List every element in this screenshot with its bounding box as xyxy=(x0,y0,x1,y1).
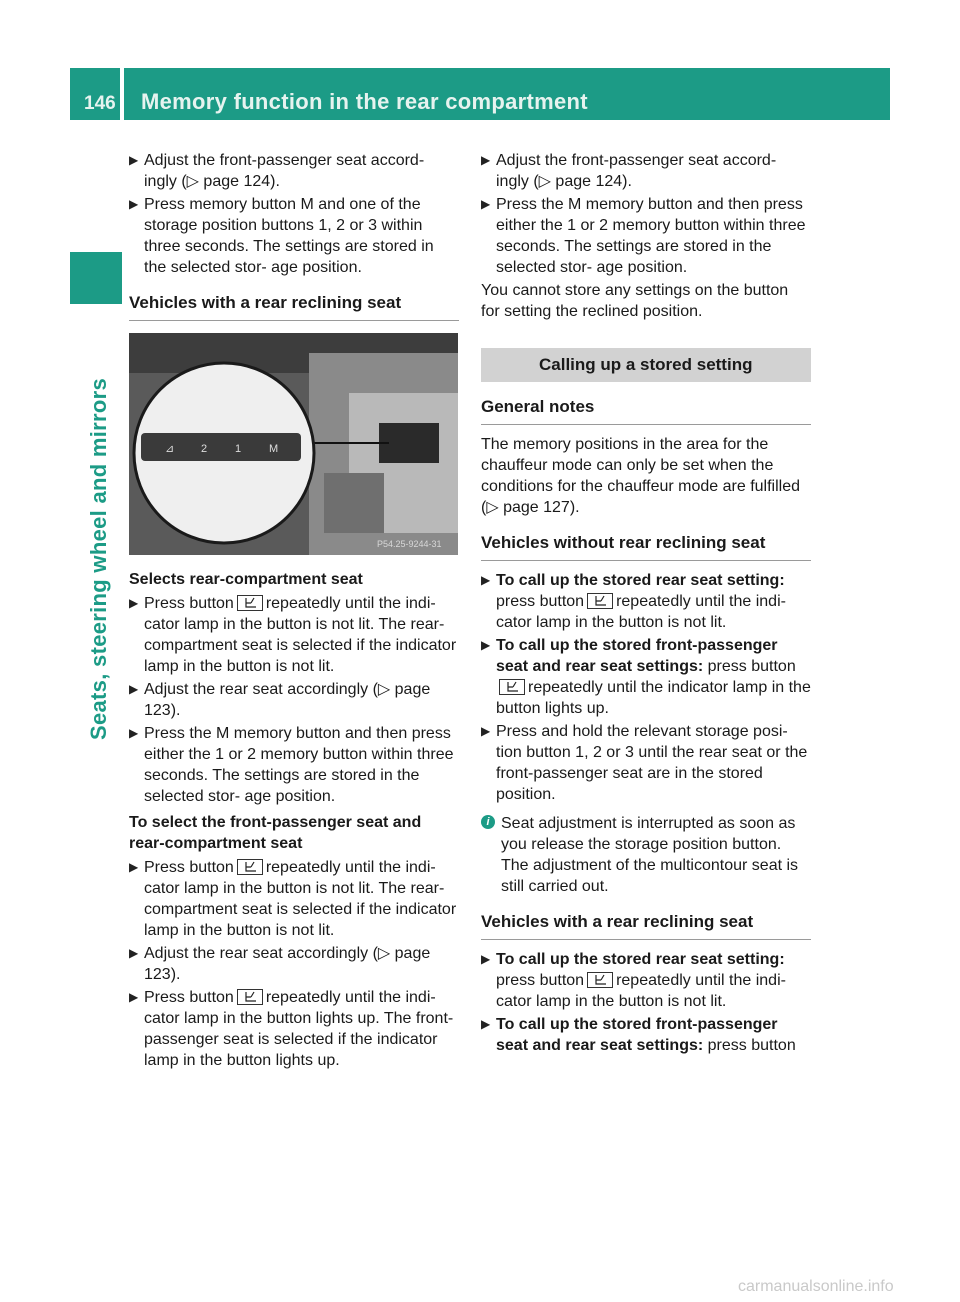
list-item: ▶ To call up the stored front-passenger seat and rear seat settings: press button xyxy=(481,1016,796,1054)
general-notes-text: The memory positions in the area for the chauffeur mode can only be set when the conditions for the chauffeur mode are fulfilled (▷ page 127). xyxy=(481,436,801,516)
bullet-arrow-icon: ▶ xyxy=(129,197,139,211)
bullet-arrow-icon: ▶ xyxy=(481,153,491,167)
seat-memory-figure xyxy=(129,333,458,555)
list-item: ▶ Press button repeatedly until the indi- cator lamp in the button is not lit. The rear-compartment seat is selected if the indicator lamp in the button is not lit. xyxy=(129,859,457,939)
bullet-arrow-icon: ▶ xyxy=(129,596,139,610)
seat-select-button-icon xyxy=(237,859,263,875)
bullet-arrow-icon: ▶ xyxy=(129,682,139,696)
right-column xyxy=(481,150,811,1058)
list-item: ▶ Press button repeatedly until the indi- cator lamp in the button lights up. The front-passenger seat is selected if the indicator lamp in the button lights up. xyxy=(129,989,454,1069)
list-item: ▶ Press button repeatedly until the indi- cator lamp in the button is not lit. The rear-compartment seat is selected if the indicator lamp in the button is not lit. xyxy=(129,595,457,675)
section-heading: Vehicles without rear reclining seat xyxy=(481,532,811,561)
seat-icon-label: ⊿ xyxy=(165,443,175,455)
list-item: ▶ To call up the stored rear seat setting: press button repeatedly until the indi- cator lamp in the button is not lit. xyxy=(481,951,786,1010)
seat-select-button-icon xyxy=(237,989,263,1005)
list-item: ▶ Adjust the rear seat accordingly (▷ page 123). xyxy=(129,945,431,983)
watermark-footer: carmanualsonline.info xyxy=(738,1278,894,1295)
bullet-arrow-icon: ▶ xyxy=(481,724,491,738)
info-icon: i xyxy=(481,815,495,829)
bullet-arrow-icon: ▶ xyxy=(129,860,139,874)
bullet-arrow-icon: ▶ xyxy=(129,726,139,740)
calling-up-band: Calling up a stored setting xyxy=(481,348,811,382)
list-item: ▶ Press the M memory button and then press either the 1 or 2 memory button within three seconds. The settings are stored in the selected stor- age position. xyxy=(481,196,806,276)
panel-button-label: M xyxy=(269,443,279,455)
list-item: ▶ To call up the stored rear seat setting: press button repeatedly until the indi- cator lamp in the button is not lit. xyxy=(481,572,786,631)
seat-select-button-icon xyxy=(587,972,613,988)
list-item: ▶ Press and hold the relevant storage posi- tion button 1, 2 or 3 until the rear seat or the front-passenger seat are in the stored position. xyxy=(481,723,808,803)
list-item: ▶ To call up the stored front-passenger seat and rear seat settings: press button repeatedly until the indicator lamp in the button lights up. xyxy=(481,637,811,717)
side-tab-label: Seats, steering wheel and mirrors xyxy=(86,377,111,740)
left-column xyxy=(129,150,459,1073)
section-heading: Vehicles with a rear reclining seat xyxy=(481,911,811,940)
panel-button-label: 1 xyxy=(235,443,242,455)
bullet-arrow-icon: ▶ xyxy=(129,990,139,1004)
page-number: 146 xyxy=(84,93,116,114)
header-bar xyxy=(70,68,890,120)
figure-code: P54.25-9244-31 xyxy=(377,539,442,549)
bullet-arrow-icon: ▶ xyxy=(481,1017,491,1031)
list-item: ▶ Press the M memory button and then press either the 1 or 2 memory button within three seconds. The settings are stored in the selected stor- age position. xyxy=(129,725,454,805)
panel-button-label: 2 xyxy=(201,443,208,455)
side-block xyxy=(70,252,122,304)
page-number-box xyxy=(70,68,124,120)
bullet-arrow-icon: ▶ xyxy=(129,946,139,960)
list-item: ▶ Adjust the rear seat accordingly (▷ page 123). xyxy=(129,681,431,719)
bullet-arrow-icon: ▶ xyxy=(481,952,491,966)
section-heading: General notes xyxy=(481,396,811,425)
page-title: Memory function in the rear compartment xyxy=(141,89,588,114)
bullet-arrow-icon: ▶ xyxy=(481,197,491,211)
seat-select-button-icon xyxy=(499,679,525,695)
bullet-arrow-icon: ▶ xyxy=(129,153,139,167)
list-item: ▶ Adjust the front-passenger seat accord- ingly (▷ page 124). xyxy=(481,152,777,190)
section-heading: Vehicles with a rear reclining seat xyxy=(129,292,459,321)
bullet-arrow-icon: ▶ xyxy=(481,573,491,587)
info-note: i Seat adjustment is interrupted as soon as you release the storage position button. The adjustment of the multicontour seat is still carried out. xyxy=(481,813,811,897)
seat-select-button-icon xyxy=(237,595,263,611)
sub-heading: To select the front-passenger seat and rear-compartment seat xyxy=(129,814,422,852)
list-item: ▶ Press memory button M and one of the storage position buttons 1, 2 or 3 within three seconds. The settings are stored in the selected stor- age position. xyxy=(129,196,434,276)
seat-panel-photo xyxy=(129,333,458,555)
sub-heading: Selects rear-compartment seat xyxy=(129,571,363,588)
bullet-arrow-icon: ▶ xyxy=(481,638,491,652)
note-text: You cannot store any settings on the button for setting the reclined position. xyxy=(481,282,789,320)
list-item: ▶ Adjust the front-passenger seat accord- ingly (▷ page 124). xyxy=(129,152,425,190)
seat-select-button-icon xyxy=(587,593,613,609)
